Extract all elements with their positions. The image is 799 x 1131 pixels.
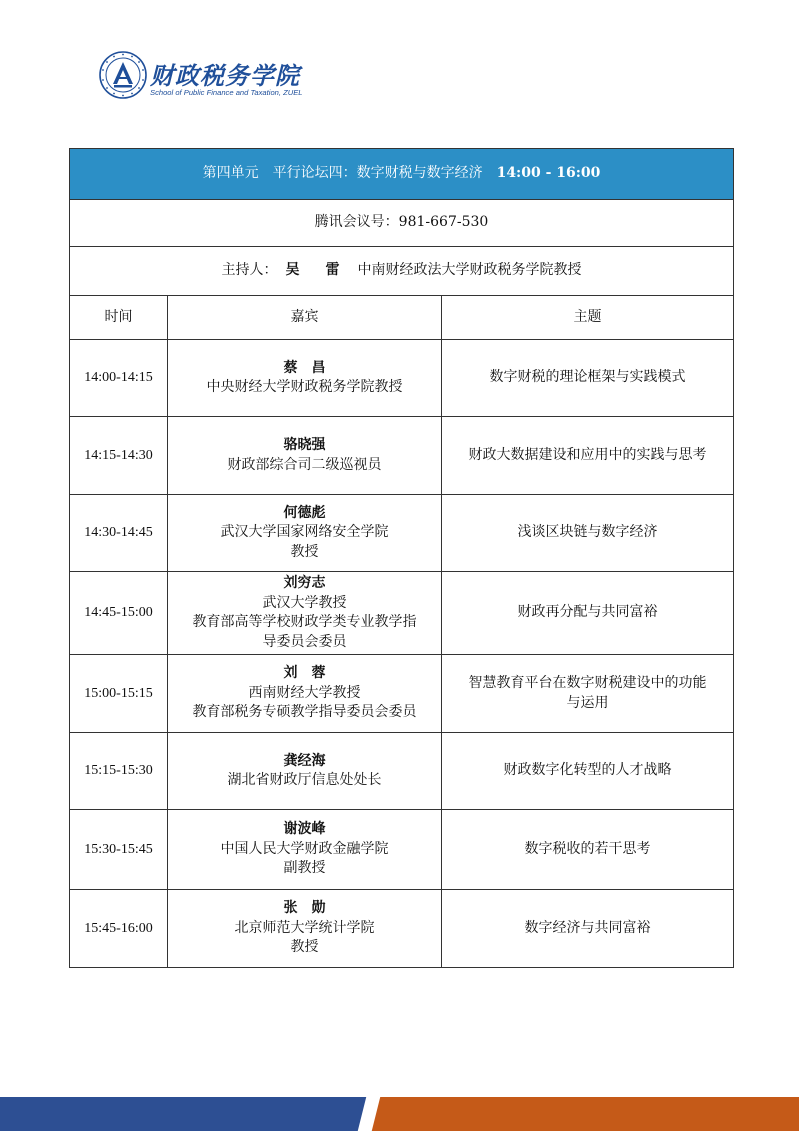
guest-affiliation: 湖北省财政厅信息处处长 [227,772,382,788]
topic-cell [442,890,734,968]
host-title: 中南财经政法大学财政税务学院教授 [357,262,582,279]
topic-text: 财政数字化转型的人才战略 [503,762,672,779]
guest-cell [168,890,442,968]
guest-affiliation: 财政部综合司二级巡视员 [227,456,382,473]
col-header-time: 时间 [70,296,168,340]
topic-cell [442,655,734,733]
guest-affiliation: 中央财经大学财政税务学院教授 [206,379,403,395]
topic-text: 财政再分配与共同富裕 [517,604,658,621]
time-cell: 14:45-15:00 [70,572,168,655]
guest-affiliation: 北京师范大学统计学院 [234,919,375,936]
guest-affiliation: 教授 [290,543,319,560]
table-row [70,810,734,890]
guest-cell [168,733,442,810]
col-header-topic: 主题 [442,296,734,340]
table-row [70,733,734,810]
topic-cell [442,733,734,810]
time-cell: 14:15-14:30 [70,417,168,495]
host-info [70,247,734,296]
guest-affiliation: 教授 [290,939,319,956]
guest-cell [168,572,442,655]
time-cell: 15:45-16:00 [70,890,168,968]
time-cell: 15:00-15:15 [70,655,168,733]
guest-cell [168,810,442,890]
guest-affiliation: 西南财经大学教授 [248,684,361,701]
school-name-cn: 财政税务学院 [150,61,300,90]
time-cell: 15:15-15:30 [70,733,168,810]
meeting-row [70,200,734,247]
guest-name: 谢波峰 [283,821,326,838]
school-name-en: School of Public Finance and Taxation, ZUEL [150,88,303,97]
guest-affiliation: 教育部税务专硕教学指导委员会委员 [192,704,417,721]
school-emblem-icon [98,50,148,100]
topic-text: 财政大数据建设和应用中的实践与思考 [468,446,707,463]
guest-affiliation: 武汉大学教授 [262,594,347,611]
topic-cell [442,572,734,655]
guest-cell [168,495,442,572]
guest-affiliation: 导委员会委员 [262,633,347,650]
host-name: 吴 雷 [285,262,346,279]
meeting-info [70,200,734,247]
session-header-row [70,149,734,200]
session-header [70,149,734,200]
guest-name: 张 勋 [283,900,326,917]
guest-affiliation: 中国人民大学财政金融学院 [220,840,389,857]
guest-affiliation: 武汉大学国家网络安全学院 [220,524,389,541]
topic-text: 数字税收的若干思考 [524,840,651,857]
session-title: 第四单元 平行论坛四：数字财税与数字经济 [202,165,483,182]
table-row [70,340,734,417]
guest-name: 何德彪 [283,504,326,521]
meeting-label: 腾讯会议号： [314,214,399,231]
session-time: 14:00 - 16:00 [496,165,601,182]
topic-cell [442,340,734,417]
time-cell: 14:30-14:45 [70,495,168,572]
guest-affiliation: 教育部高等学校财政学类专业教学指 [192,614,417,630]
school-logo [98,50,358,106]
guest-name: 骆晓强 [283,437,326,453]
host-row [70,247,734,296]
table-row [70,417,734,495]
guest-name: 龚经海 [283,752,326,769]
table-row [70,890,734,968]
col-header-guest: 嘉宾 [168,296,442,340]
guest-name: 刘 蓉 [283,665,326,682]
topic-cell [442,417,734,495]
footer-bar-blue [0,1097,372,1131]
guest-affiliation: 副教授 [283,860,326,877]
topic-text: 数字经济与共同富裕 [524,919,651,936]
meeting-id: 981-667-530 [398,214,489,231]
agenda-table [69,148,734,968]
topic-text: 与运用 [566,694,609,711]
guest-cell [168,417,442,495]
topic-cell [442,810,734,890]
topic-text: 智慧教育平台在数字财税建设中的功能 [468,675,707,691]
time-cell: 15:30-15:45 [70,810,168,890]
guest-cell [168,655,442,733]
topic-text: 数字财税的理论框架与实践模式 [489,369,686,386]
guest-name: 刘穷志 [283,575,326,591]
topic-text: 浅谈区块链与数字经济 [517,524,658,541]
host-label: 主持人： [221,262,278,279]
guest-name: 蔡 昌 [283,359,326,376]
topic-cell [442,495,734,572]
column-header-row [70,296,734,340]
table-row [70,655,734,733]
table-row [70,572,734,655]
table-row [70,495,734,572]
guest-cell [168,340,442,417]
time-cell: 14:00-14:15 [70,340,168,417]
footer-bar-orange [372,1097,799,1131]
